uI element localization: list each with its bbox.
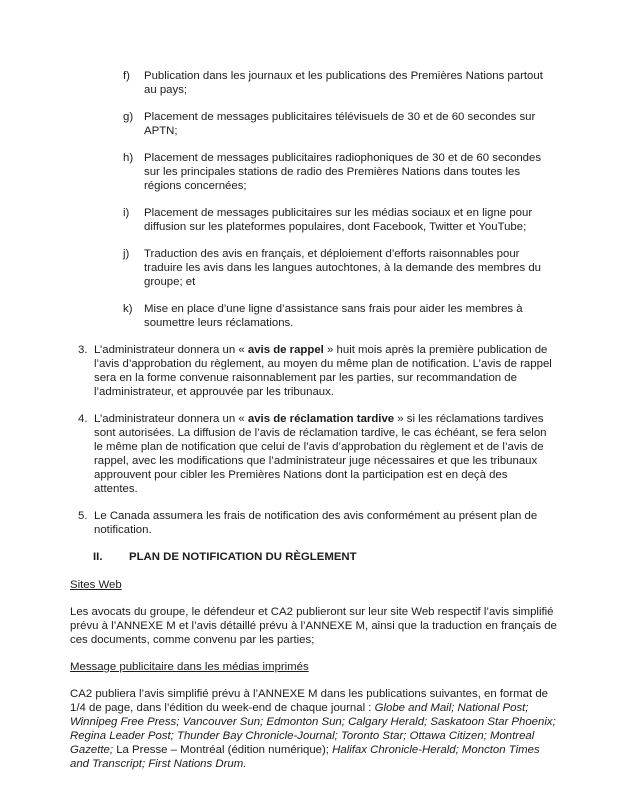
lettered-list-item — [123, 302, 624, 330]
section-heading-number: II. — [93, 551, 103, 563]
subsection-paragraph-medias-imprimes: CA2 publiera l’avis simplifié prévu à l’ANNEXE M dans les publications suivantes, en format de 1/4 de page, dans l’édition du week-end de chaque journal : Globe and Mail; National Post; Winnipeg Free Press; Vancouver Sun; Edmonton Sun; Calgary Herald; Saskatoon Star Phoenix; Regina Leader Post; Thunder Bay Chronicle-Journal; Toronto Star; Ottawa Citizen; Montreal Gazette; La Presse – Montréal (édition numérique); Halifax Chronicle-Herald; Moncton Times and Transcript; First Nations Drum. — [70, 688, 556, 770]
list-item-text: Publication dans les journaux et les publications des Premières Nations partout au pays; — [144, 70, 543, 96]
numbered-list-item — [78, 412, 624, 496]
numbered-list — [70, 343, 624, 537]
lettered-list-item — [123, 247, 624, 289]
numbered-list-item — [78, 509, 624, 537]
numbered-list-item — [78, 343, 624, 399]
section-heading-title: PLAN DE NOTIFICATION DU RÈGLEMENT — [129, 551, 357, 563]
list-item-text: Traduction des avis en français, et déploiement d’efforts raisonnables pour traduire les avis dans les langues autochtones, à la demande des membres du groupe; et — [144, 248, 542, 288]
list-item-letter: k) — [123, 303, 133, 315]
section-heading — [93, 550, 624, 564]
list-item-text: Le Canada assumera les frais de notification des avis conformément au présent plan de notification. — [94, 510, 538, 536]
list-item-text: L’administrateur donnera un « avis de réclamation tardive » si les réclamations tardives sont autorisées. La diffusion de l’avis de réclamation tardive, le cas échéant, se fera selon le même plan de notification que celui de l’avis d’approbation du règlement et de l’avis de rappel, avec les modifications que l’administrateur juge nécessaires et que les tribunaux approuvent pour cibler les Premières Nations dont la participation est en deçà des attentes. — [94, 413, 547, 495]
list-item-number: 5. — [78, 510, 88, 522]
subsection-paragraph-sites-web: Les avocats du groupe, le défendeur et CA2 publieront sur leur site Web respectif l’avis simplifié prévu à l’ANNEXE M et l’avis détaillé prévu à l’ANNEXE M, ainsi que la traduction en français de ces documents, comme convenu par les parties; — [70, 606, 557, 646]
list-item-text: Placement de messages publicitaires télévisuels de 30 et de 60 secondes sur APTN; — [144, 111, 536, 137]
lettered-list-item — [123, 151, 624, 193]
list-item-text: L’administrateur donnera un « avis de rappel » huit mois après la première publication de l’avis d’approbation du règlement, au moyen du même plan de notification. L’avis de rappel sera en la forme convenue raisonnablement par les parties, sur recommandation de l’administrateur, et approuvée par les tribunaux. — [94, 344, 552, 398]
lettered-list-item — [123, 110, 624, 138]
lettered-list-item — [123, 206, 624, 234]
list-item-text: Placement de messages publicitaires radiophoniques de 30 et de 60 secondes sur les principales stations de radio des Premières Nations dans toutes les régions concernées; — [144, 152, 542, 192]
list-item-letter: i) — [123, 207, 130, 219]
list-item-letter: h) — [123, 152, 134, 164]
subsection-heading-medias-imprimes: Message publicitaire dans les médias imprimés — [70, 661, 309, 673]
subsection-heading-sites-web: Sites Web — [70, 579, 122, 591]
list-item-number: 3. — [78, 344, 88, 356]
list-item-text: Mise en place d’une ligne d’assistance sans frais pour aider les membres à soumettre leurs réclamations. — [144, 303, 523, 329]
list-item-letter: f) — [123, 70, 130, 82]
list-item-letter: j) — [123, 248, 130, 260]
list-item-letter: g) — [123, 111, 134, 123]
list-item-number: 4. — [78, 413, 88, 425]
lettered-list-item — [123, 69, 624, 97]
list-item-text: Placement de messages publicitaires sur les médias sociaux et en ligne pour diffusion sur les plateformes populaires, dont Facebook, Twitter et YouTube; — [144, 207, 533, 233]
lettered-list — [70, 69, 624, 330]
